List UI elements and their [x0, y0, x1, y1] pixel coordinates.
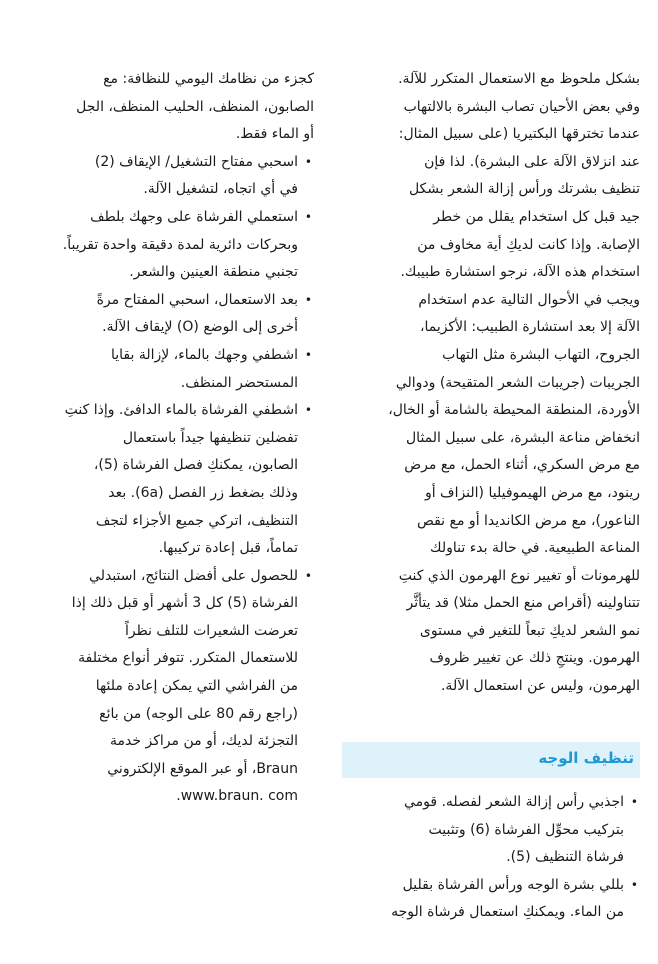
- text-line: ويجب في الأحوال التالية عدم استخدام: [418, 291, 640, 308]
- text-line: بشكل ملحوظ مع الاستعمال المتكرر للآلة.: [398, 71, 640, 87]
- text-line: تنظيف بشرتك ورأس إزالة الشعر بشكل: [408, 181, 640, 198]
- text-line: الآلة إلا بعد استشارة الطبيب: الأكزيما،: [419, 319, 640, 336]
- text-line: تجنبي منطقة العينين والشعر.: [129, 264, 298, 281]
- text-line: (راجع رقم 80 على الوجه) من بائع: [99, 705, 298, 722]
- text-line: عند انزلاق الآلة على البشرة). لذا فإن: [424, 153, 640, 170]
- bullet-icon: •: [304, 292, 312, 307]
- text-line: الفرشاة (5) كل 3 أشهر أو قبل ذلك إذا: [71, 595, 298, 612]
- list-item: [342, 872, 640, 927]
- text-line: الصابون، يمكنكِ فصل الفرشاة (5)،: [93, 457, 298, 474]
- section-heading-face-cleansing: [342, 742, 640, 778]
- text-line: بعد الاستعمال، اسحبي المفتاح مرةً: [96, 291, 298, 308]
- text-line: نمو الشعر لديكِ تبعاً للتغير في مستوى: [419, 622, 640, 639]
- list-item: [64, 149, 314, 204]
- list-item: [64, 397, 314, 563]
- text-line: للحصول على أفضل النتائج، استبدلي: [89, 567, 298, 584]
- text-line: الجروح، التهاب البشرة مثل التهاب: [442, 346, 640, 363]
- text-line: انخفاض مناعة البشرة، على سبيل المثال: [406, 429, 640, 446]
- text-line: الأوردة، المنطقة المحيطة بالشامة أو الخال،: [388, 402, 640, 419]
- text-line: كجزء من نظامك اليومي للنظافة: مع: [103, 71, 314, 87]
- text-line: بللي بشرة الوجه ورأس الفرشاة بقليل: [402, 876, 624, 893]
- text-line: أو الماء فقط.: [235, 126, 314, 143]
- left-column: [64, 66, 314, 811]
- bullet-icon: •: [304, 209, 312, 224]
- list-item: [64, 287, 314, 342]
- text-line: استعملي الفرشاة على وجهك بلطف: [90, 208, 298, 225]
- text-line: التجزئة لديك، أو من مراكز خدمة: [110, 733, 298, 750]
- text-line: اجذبي رأس إزالة الشعر لفصله. قومي: [403, 794, 624, 810]
- text-line: اسحبي مفتاح التشغيل/ الإيقاف (2): [94, 153, 298, 170]
- text-line: رينود، مع مرض الهيموفيليا (النزاف أو: [424, 484, 640, 501]
- text-line: الصابون، المنظف، الحليب المنظف، الجل: [76, 98, 314, 115]
- list-item: [342, 789, 640, 872]
- text-line: اشطفي وجهك بالماء، لإزالة بقايا: [110, 346, 298, 363]
- list-item: [64, 204, 314, 287]
- text-line: استخدام هذه الآلة، نرجو استشارة طبيبك.: [400, 264, 640, 281]
- bullet-icon: •: [304, 568, 312, 583]
- text-line: في أي اتجاه، لتشغيل الآلة.: [143, 181, 298, 198]
- list-item: [64, 342, 314, 397]
- text-line: الهرمون، وليس عن استعمال الآلة.: [440, 678, 640, 695]
- section-heading-text: تنظيف الوجه: [538, 749, 634, 767]
- bullet-icon: •: [304, 347, 312, 362]
- bullet-icon: •: [304, 154, 312, 169]
- text-line: وذلك بضغط زر الفصل (6a). بعد: [108, 484, 298, 501]
- text-line: التنظيف، اتركي جميع الأجزاء لتجف: [95, 512, 298, 529]
- text-line: من الماء. ويمكنكِ استعمال فرشاة الوجه: [391, 904, 624, 921]
- text-line: من الفراشي التي يمكن إعادة ملئها: [95, 678, 298, 695]
- bullet-icon: •: [630, 795, 638, 809]
- right-column: [342, 66, 640, 701]
- text-line: اشطفي الفرشاة بالماء الدافئ. وإذا كنتِ: [64, 402, 298, 419]
- face-cleansing-steps: [342, 789, 640, 927]
- text-line: تعرضت الشعيرات للتلف نظراً: [124, 622, 298, 639]
- text-line: عندما تخترقها البكتيريا (على سبيل المثال:: [398, 126, 640, 143]
- text-line: أخرى إلى الوضع (O) لإيقاف الآلة.: [102, 319, 298, 336]
- text-line: وفي بعض الأحيان تصاب البشرة بالالتهاب: [403, 98, 640, 115]
- website-url: www.braun. com.: [176, 788, 298, 805]
- text-line: مع مرض السكري، أثناء الحمل، مع مرض: [404, 457, 640, 474]
- text-line: الجريبات (جريبات الشعر المتقيحة) ودوالي: [395, 374, 640, 391]
- text-line: فرشاة التنظيف (5).: [506, 849, 624, 866]
- text-line: المناعة الطبيعية. في حالة بدء تناولك: [430, 540, 640, 557]
- list-item: [64, 563, 314, 811]
- text-line: تفضلين تنظيفها جيداً باستعمال: [122, 429, 298, 446]
- text-line: بتركيب محوِّل الفرشاة (6) وتثبيت: [428, 821, 624, 838]
- text-line: المستحضر المنظف.: [180, 374, 298, 391]
- text-line: الهرمون. وينتجِ ذلك عن تغيير ظروف: [429, 650, 640, 667]
- text-line: للاستعمال المتكرر. تتوفر أنواع مختلفة: [78, 650, 298, 667]
- text-line: وبحركات دائرية لمدة دقيقة واحدة تقريباً.: [62, 236, 298, 253]
- text-line: تماماً، قبل إعادة تركيبها.: [158, 540, 298, 557]
- text-line: للهرمونات أو تغيير نوع الهرمون الذي كنتِ: [398, 567, 640, 584]
- bullet-icon: •: [630, 877, 638, 892]
- text-line: الإصابة. وإذا كانت لديكِ أية مخاوف من: [417, 236, 640, 253]
- bullet-icon: •: [304, 403, 312, 418]
- text-line: Braun، أو عبر الموقع الإلكتروني: [107, 760, 298, 777]
- text-line: جيد قبل كل استخدام يقلل من خطر: [433, 208, 640, 225]
- text-line: تتناولينه (أقراص منع الحمل مثلا) قد يتأثَّر: [406, 595, 640, 612]
- text-line: الناعور)، مع مرض الكانديدا أو مع نقص: [416, 512, 640, 529]
